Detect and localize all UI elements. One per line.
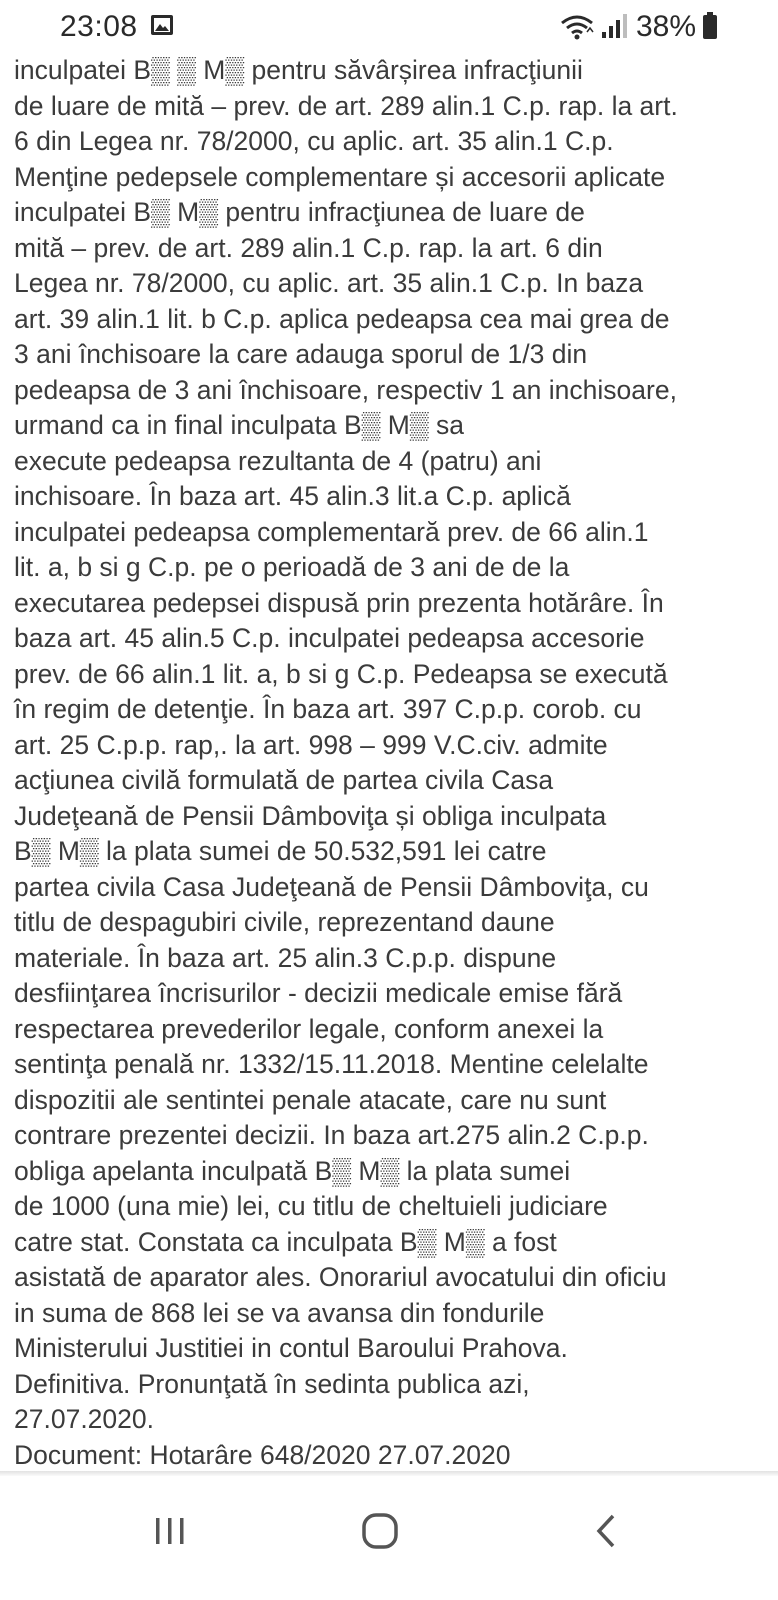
home-button[interactable] [350,1506,410,1556]
home-icon [360,1511,400,1551]
document-line: sentinţa penală nr. 1332/15.11.2018. Mentine celelalte [14,1049,649,1079]
document-line: 3 ani închisoare la care adauga sporul de 1/3 din [14,339,588,369]
document-line: Menţine pedepsele complementare și accesorii aplicate [14,161,666,192]
document-line: inchisoare. În baza art. 45 alin.3 lit.a C.p. aplică [14,481,571,511]
document-line: asistată de aparator ales. Onorariul avocatului din oficiu [14,1262,667,1292]
document-line: 27.07.2020. [14,1404,154,1434]
signal-icon [600,12,628,40]
document-line: art. 39 alin.1 lit. b C.p. aplica pedeapsa cea mai grea de [14,303,670,334]
recents-button[interactable] [140,1506,200,1556]
document-line: catre stat. Constata ca inculpata B▒ M▒ a fost [14,1226,557,1257]
wifi-icon [560,14,594,40]
back-button[interactable] [576,1506,636,1556]
document-line: B▒ M▒ la plata sumei de 50.532,591 lei catre [14,836,547,866]
battery-icon [702,12,718,40]
battery-percentage: 38% [636,10,697,43]
document-line: inculpatei pedeapsa complementară prev. de 66 alin.1 [14,516,649,547]
back-icon [591,1513,621,1549]
document-line: Ministerului Justitiei in contul Baroului Prahova. [14,1333,568,1363]
document-line: execute pedeapsa rezultanta de 4 (patru) ani [14,445,542,476]
recents-icon [153,1516,187,1546]
document-line: contrare prezentei decizii. In baza art.275 alin.2 C.p.p. [14,1120,649,1150]
document-line: acţiunea civilă formulată de partea civila Casa [14,765,554,795]
document-line: art. 25 C.p.p. rap,. la art. 998 – 999 V.C.civ. admite [14,729,608,760]
document-line: executarea pedepsei dispusă prin prezenta hotărâre. În [14,587,664,618]
document-line: baza art. 45 alin.5 C.p. inculpatei pedeapsa accesorie [14,623,645,653]
document-line: Judeţeană de Pensii Dâmboviţa și obliga inculpata [14,800,607,831]
status-bar [0,0,778,52]
document-line: Document: Hotarâre 648/2020 27.07.2020 [14,1439,511,1470]
document-line: în regim de detenţie. În baza art. 397 C.p.p. corob. cu [14,694,642,724]
document-line: pedeapsa de 3 ani închisoare, respectiv 1 an inchisoare, [14,374,677,405]
status-time: 23:08 [60,10,138,43]
document-line: dispozitii ale sentintei penale atacate, care nu sunt [14,1084,607,1115]
document-line: Legea nr. 78/2000, cu aplic. art. 35 alin.1 C.p. In baza [14,268,644,298]
document-line: in suma de 868 lei se va avansa din fondurile [14,1297,545,1328]
document-line: inculpatei B▒ ▒ M▒ pentru săvârșirea infracţiunii [14,55,583,85]
document-line: inculpatei B▒ M▒ pentru infracţiunea de luare de [14,197,585,227]
document-line: Definitiva. Pronunţată în sedinta publica azi, [14,1368,530,1399]
document-line: mită – prev. de art. 289 alin.1 C.p. rap. la art. 6 din [14,232,603,263]
document-line: materiale. În baza art. 25 alin.3 C.p.p. dispune [14,942,557,973]
document-text [14,53,764,1473]
gallery-icon [150,14,174,36]
navigation-bar [0,1476,778,1600]
document-line: desfiinţarea încrisurilor - decizii medicale emise fără [14,978,623,1008]
document-line: urmand ca in final inculpata B▒ M▒ sa [14,410,464,440]
document-line: de luare de mită – prev. de art. 289 alin.1 C.p. rap. la art. [14,90,678,121]
document-line: de 1000 (una mie) lei, cu titlu de cheltuieli judiciare [14,1191,608,1221]
document-line: partea civila Casa Judeţeană de Pensii Dâmboviţa, cu [14,871,649,902]
document-line: lit. a, b si g C.p. pe o perioadă de 3 ani de de la [14,552,570,582]
document-line: 6 din Legea nr. 78/2000, cu aplic. art. 35 alin.1 C.p. [14,126,614,156]
document-line: prev. de 66 alin.1 lit. a, b si g C.p. Pedeapsa se execută [14,658,668,689]
document-line: obliga apelanta inculpată B▒ M▒ la plata sumei [14,1155,571,1186]
document-line: titlu de despagubiri civile, reprezentand daune [14,907,555,937]
document-line: respectarea prevederilor legale, conform anexei la [14,1013,604,1044]
